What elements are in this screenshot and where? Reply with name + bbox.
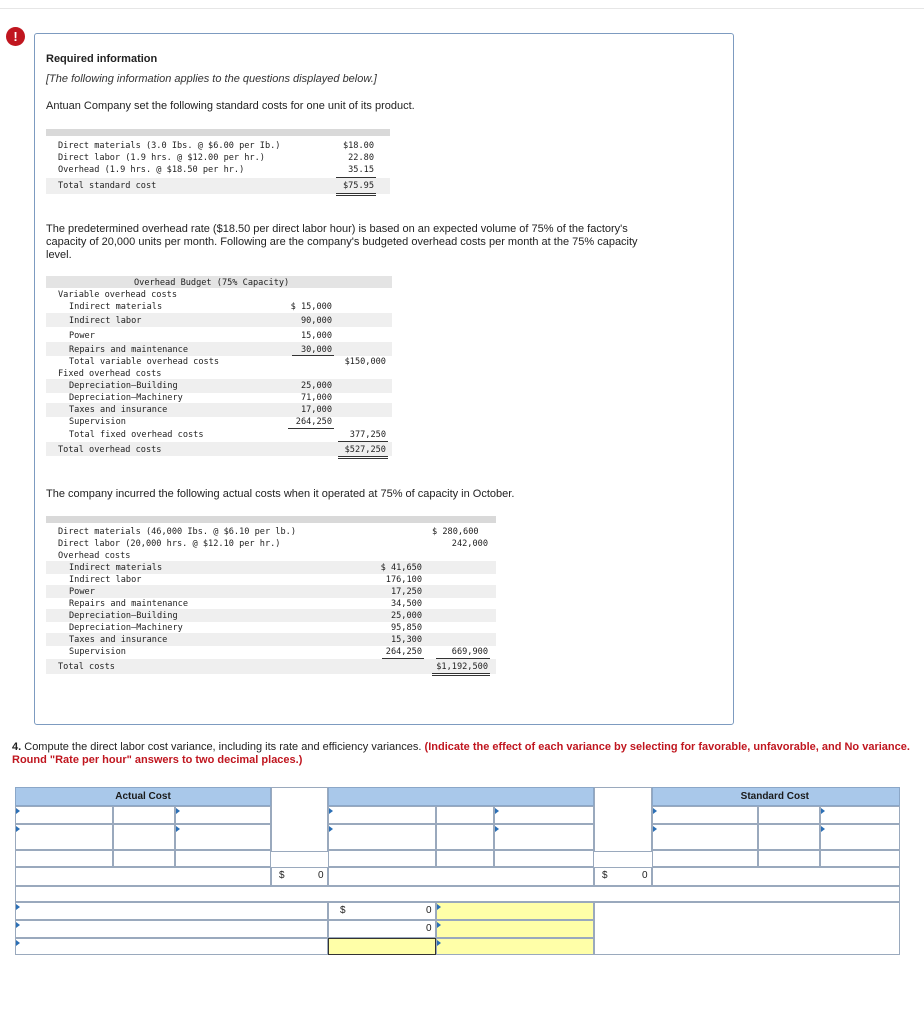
actual-total-dollar: $ [279,870,285,881]
cost-variance-amount-input[interactable] [328,938,436,955]
std-dl-value: 22.80 [348,153,374,163]
actual-supervision-label: Supervision [69,647,126,657]
total-variable-label: Total variable overhead costs [69,357,220,367]
empty-cell [15,850,113,867]
alert-icon: ! [6,27,25,46]
mid-rate-value-input[interactable] [494,824,594,850]
std-oh-label: Overhead (1.9 hrs. @ $18.50 per hr.) [58,165,245,175]
totals-row-right [652,867,900,886]
actual-power-value: 17,250 [390,587,422,597]
budget-vl-value: 90,000 [300,316,332,326]
question-text [12,741,912,767]
question-instruction: (Indicate the effect of each variance by selecting for favorable, unfavorable, and No variance. Round "Rate per hour" answers to two decimal places.) [12,741,910,766]
budget-taxes-value: 17,000 [300,405,332,415]
total-costs-value: $1,192,500 [436,662,488,672]
actual-im-label: Indirect materials [69,563,163,573]
actual-depm-value: 95,850 [390,623,422,633]
right-blank-area [594,902,900,955]
standard-total-dollar: $ [602,870,608,881]
empty-cell [175,850,271,867]
totals-row-middle [328,867,594,886]
budget-depb-label: Depreciation—Building [69,381,178,391]
budget-depb-value: 25,000 [300,381,332,391]
budget-vi-value: $ 15,000 [290,302,332,312]
actual-repairs-value: 34,500 [390,599,422,609]
actual-il-label: Indirect labor [69,575,142,585]
table-header-band [46,516,496,523]
std-dl-label: Direct labor (1.9 hrs. @ $12.00 per hr.) [58,153,265,163]
standard-rate-input[interactable] [820,806,900,824]
actual-oh-total: 669,900 [451,647,488,657]
double-underline [432,675,490,676]
budget-supervision-label: Supervision [69,417,126,427]
spacer-cell [594,787,652,852]
paragraph-line-2: capacity of 20,000 units per month. Following are the company's budgeted overhead costs per month at the 75% capacity [46,236,638,248]
empty-cell [328,850,436,867]
empty-cell [820,850,900,867]
budget-depm-label: Depreciation—Machinery [69,393,183,403]
standard-hours-value-input[interactable] [652,824,758,850]
paragraph-line-1: The predetermined overhead rate ($18.50 per direct labor hour) is based on an expected volume of 75% of the factory's [46,223,628,235]
intro-text: Antuan Company set the following standard costs for one unit of its product. [46,100,415,112]
rate-variance-effect-select[interactable] [436,902,594,920]
total-fixed-label: Total fixed overhead costs [69,430,204,440]
rate-variance-label-input[interactable] [15,902,328,920]
paragraph-line-3: level. [46,249,72,261]
empty-cell [652,850,758,867]
std-dm-label: Direct materials (3.0 Ibs. @ $6.00 per Ib.) [58,141,281,151]
mid-operator-cell [436,806,494,824]
actual-dm-value: $ 280,600 [432,527,479,537]
actual-taxes-value: 15,300 [390,635,422,645]
budget-title: Overhead Budget (75% Capacity) [134,278,290,288]
double-underline [432,673,490,674]
top-divider [0,8,924,9]
spacer-cell [271,787,328,852]
budget-repairs-label: Repairs and maintenance [69,345,188,355]
variable-header: Variable overhead costs [58,290,177,300]
actual-hours-value-input[interactable] [15,824,113,850]
actual-repairs-label: Repairs and maintenance [69,599,188,609]
mid-hours-input[interactable] [328,806,436,824]
budget-taxes-label: Taxes and insurance [69,405,168,415]
standard-operator-cell [758,806,820,824]
overhead-costs-header: Overhead costs [58,551,131,561]
cost-variance-effect-select[interactable] [436,938,594,955]
actual-intro: The company incurred the following actual costs when it operated at 75% of capacity in October. [46,488,515,500]
total-overhead-label: Total overhead costs [58,445,162,455]
actual-dm-label: Direct materials (46,000 Ibs. @ $6.10 per lb.) [58,527,296,537]
actual-supervision-value: 264,250 [385,647,422,657]
actual-operator-cell [113,824,175,850]
double-underline [336,195,376,196]
actual-dl-label: Direct labor (20,000 hrs. @ $12.10 per hr.) [58,539,281,549]
standard-rate-value-input[interactable] [820,824,900,850]
actual-operator-cell [113,806,175,824]
required-information-title: Required information [46,53,158,65]
mid-rate-input[interactable] [494,806,594,824]
underline [292,355,334,356]
budget-vl-label: Indirect labor [69,316,142,326]
standard-hours-input[interactable] [652,806,758,824]
actual-total-value: 0 [318,870,324,881]
actual-depb-label: Depreciation—Building [69,611,178,621]
spacer-row [15,886,900,902]
actual-im-value: $ 41,650 [380,563,422,573]
standard-operator-cell [758,824,820,850]
actual-taxes-label: Taxes and insurance [69,635,168,645]
actual-cost-header: Actual Cost [15,787,271,806]
budget-supervision-value: 264,250 [295,417,332,427]
total-variable-value: $150,000 [344,357,386,367]
std-dm-value: $18.00 [342,141,374,151]
total-fixed-value: 377,250 [349,430,386,440]
cost-variance-label-input[interactable] [15,938,328,955]
budget-vi-label: Indirect materials [69,302,163,312]
standard-cost-header: Standard Cost [652,787,900,806]
actual-power-label: Power [69,587,95,597]
efficiency-variance-label-input[interactable] [15,920,328,938]
efficiency-variance-effect-select[interactable] [436,920,594,938]
actual-rate-input[interactable] [175,806,271,824]
variance-dollar: $ [340,905,346,916]
budget-depm-value: 71,000 [300,393,332,403]
double-underline [338,458,388,459]
question-number: 4. [12,741,22,753]
budget-power-label: Power [69,331,95,341]
underline [288,428,334,429]
double-underline [336,193,376,194]
actual-depm-label: Depreciation—Machinery [69,623,183,633]
actual-hours-input[interactable] [15,806,113,824]
efficiency-variance-value: 0 [426,923,432,934]
actual-il-value: 176,100 [385,575,422,585]
empty-cell [436,850,494,867]
std-total-label: Total standard cost [58,181,157,191]
std-total-value: $75.95 [342,181,374,191]
mid-operator-cell [436,824,494,850]
fixed-header: Fixed overhead costs [58,369,162,379]
table-header-band [46,129,390,136]
question-body: Compute the direct labor cost variance, including its rate and efficiency variances. [21,741,425,753]
std-oh-value: 35.15 [348,165,374,175]
empty-cell [113,850,175,867]
mid-hours-value-input[interactable] [328,824,436,850]
actual-depb-value: 25,000 [390,611,422,621]
double-underline [338,456,388,457]
required-information-subtitle: [The following information applies to the questions displayed below.] [46,73,377,85]
budget-repairs-value: 30,000 [300,345,332,355]
standard-total-value: 0 [642,870,648,881]
rate-variance-value: 0 [426,905,432,916]
middle-header [328,787,594,806]
total-costs-label: Total costs [58,662,115,672]
row-shade [46,585,496,598]
budget-power-value: 15,000 [300,331,332,341]
actual-dl-value: 242,000 [451,539,488,549]
totals-row-left [15,867,271,886]
empty-cell [494,850,594,867]
total-overhead-value: $527,250 [344,445,386,455]
efficiency-variance-amount-cell [328,920,436,938]
empty-cell [758,850,820,867]
actual-rate-value-input[interactable] [175,824,271,850]
